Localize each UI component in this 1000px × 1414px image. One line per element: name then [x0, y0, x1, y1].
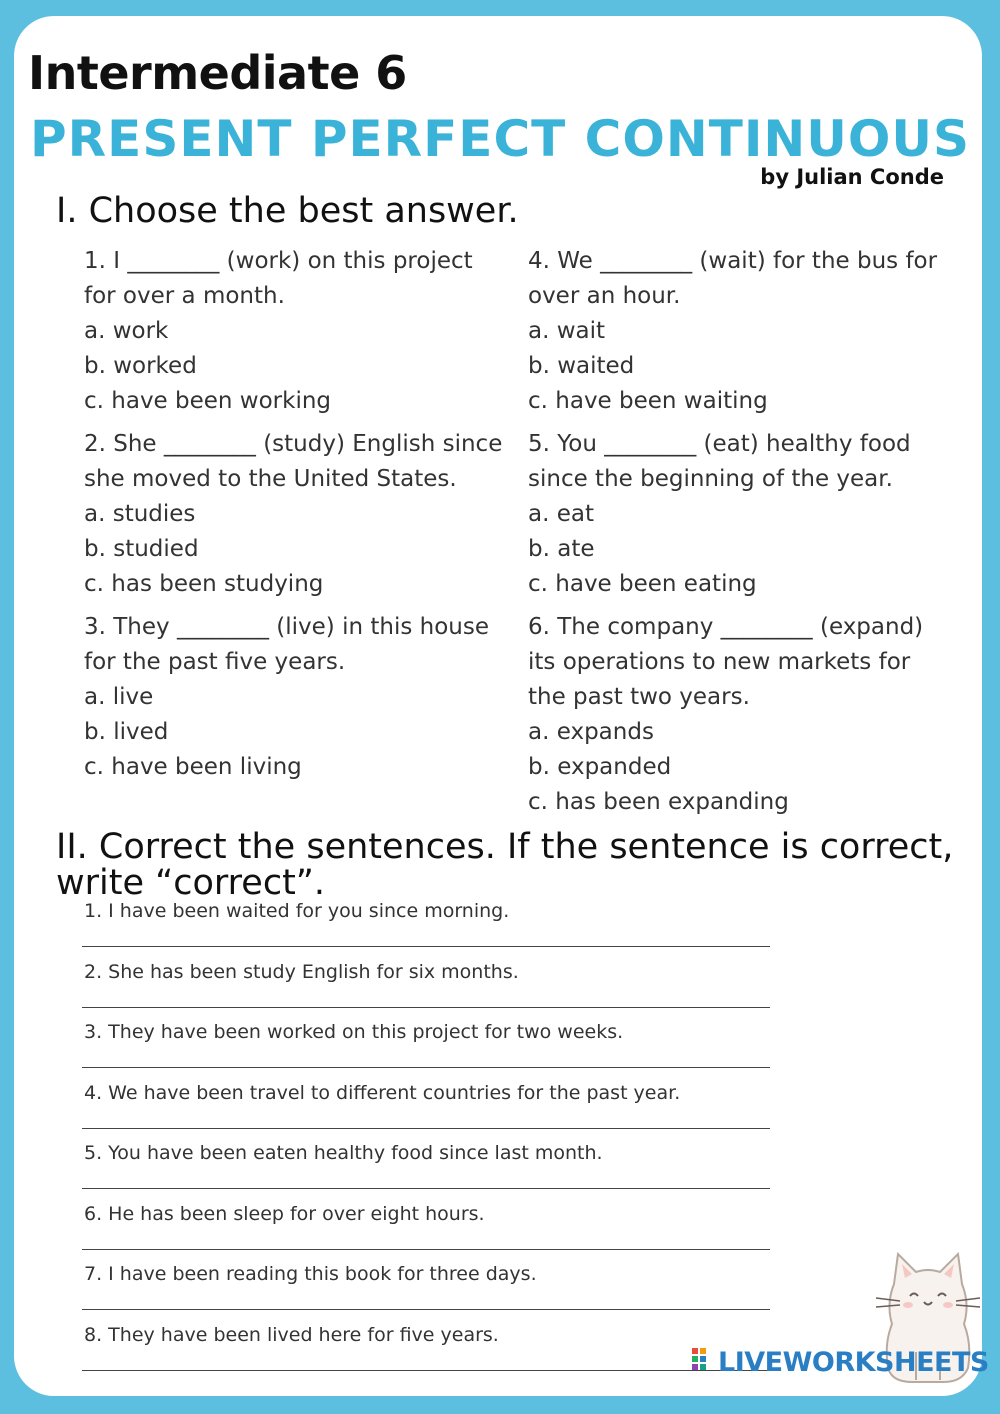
sentence-text: 8. They have been lived here for five years. — [84, 1323, 499, 1346]
answer-option[interactable]: b. worked — [84, 353, 197, 379]
questions-right-column — [528, 244, 948, 828]
question-stem: 5. You ________ (eat) healthy food since the beginning of the year. — [528, 431, 911, 492]
sentence-text: 2. She has been study English for six months. — [84, 960, 519, 983]
answer-option[interactable]: a. studies — [84, 501, 196, 527]
answer-option[interactable]: c. have been waiting — [528, 388, 768, 414]
questions-left-column — [84, 244, 504, 793]
section-1-title: I. Choose the best answer. — [56, 191, 519, 231]
question-6 — [528, 610, 948, 820]
answer-line[interactable] — [82, 1128, 770, 1129]
answer-option[interactable]: b. ate — [528, 536, 595, 562]
topic-title: PRESENT PERFECT CONTINUOUS — [30, 110, 970, 168]
sentence-text: 1. I have been waited for you since morning. — [84, 900, 510, 922]
question-stem: 6. The company ________ (expand) its operations to new markets for the past two years. — [528, 614, 924, 710]
question-stem: 1. I ________ (work) on this project for over a month. — [84, 248, 473, 309]
correction-item — [84, 1139, 774, 1200]
answer-line[interactable] — [82, 1007, 770, 1008]
answer-option[interactable]: a. wait — [528, 318, 606, 344]
answer-option[interactable]: b. expanded — [528, 754, 672, 780]
question-5 — [528, 427, 948, 602]
correction-item — [84, 1200, 774, 1261]
sentence-text: 4. We have been travel to different countries for the past year. — [84, 1081, 681, 1104]
answer-line[interactable] — [82, 1188, 770, 1189]
author-credit: by Julian Conde — [760, 165, 944, 189]
sentence-text: 5. You have been eaten healthy food since last month. — [84, 1142, 603, 1164]
answer-option[interactable]: c. have been eating — [528, 571, 757, 597]
correction-item — [84, 1321, 774, 1382]
sentence-text: 7. I have been reading this book for three days. — [84, 1263, 537, 1285]
liveworksheets-logo-icon — [692, 1348, 714, 1376]
section-2-title: II. Correct the sentences. If the sentence is correct, write “correct”. — [56, 827, 954, 903]
answer-line[interactable] — [82, 1370, 770, 1371]
answer-option[interactable]: b. lived — [84, 719, 169, 745]
answer-option[interactable]: a. live — [84, 684, 154, 710]
sentence-text: 6. He has been sleep for over eight hours. — [84, 1202, 485, 1225]
answer-line[interactable] — [82, 946, 770, 947]
answer-option[interactable]: b. waited — [528, 353, 635, 379]
question-stem: 3. They ________ (live) in this house for the past five years. — [84, 614, 489, 675]
correction-item — [84, 897, 774, 958]
answer-line[interactable] — [82, 1249, 770, 1250]
correction-item — [84, 1260, 774, 1321]
question-stem: 2. She ________ (study) English since she moved to the United States. — [84, 431, 503, 492]
question-2 — [84, 427, 504, 602]
answer-line[interactable] — [82, 1067, 770, 1068]
liveworksheets-watermark — [692, 1340, 989, 1384]
question-stem: 4. We ________ (wait) for the bus for over an hour. — [528, 248, 938, 309]
answer-option[interactable]: b. studied — [84, 536, 199, 562]
answer-option[interactable]: a. eat — [528, 501, 594, 527]
question-1 — [84, 244, 504, 419]
answer-option[interactable]: c. have been working — [84, 388, 332, 414]
answer-option[interactable]: a. work — [84, 318, 169, 344]
question-4 — [528, 244, 948, 419]
answer-line[interactable] — [82, 1309, 770, 1310]
answer-option[interactable]: c. has been studying — [84, 571, 324, 597]
answer-option[interactable]: c. have been living — [84, 754, 302, 780]
correction-item — [84, 958, 774, 1019]
answer-option[interactable]: a. expands — [528, 719, 654, 745]
correction-list — [84, 897, 774, 1381]
correction-item — [84, 1018, 774, 1079]
sentence-text: 3. They have been worked on this project for two weeks. — [84, 1021, 624, 1043]
question-3 — [84, 610, 504, 785]
level-heading: Intermediate 6 — [28, 46, 407, 100]
correction-item — [84, 1079, 774, 1140]
answer-option[interactable]: c. has been expanding — [528, 789, 789, 815]
watermark-text: LIVEWORKSHEETS — [718, 1346, 989, 1378]
